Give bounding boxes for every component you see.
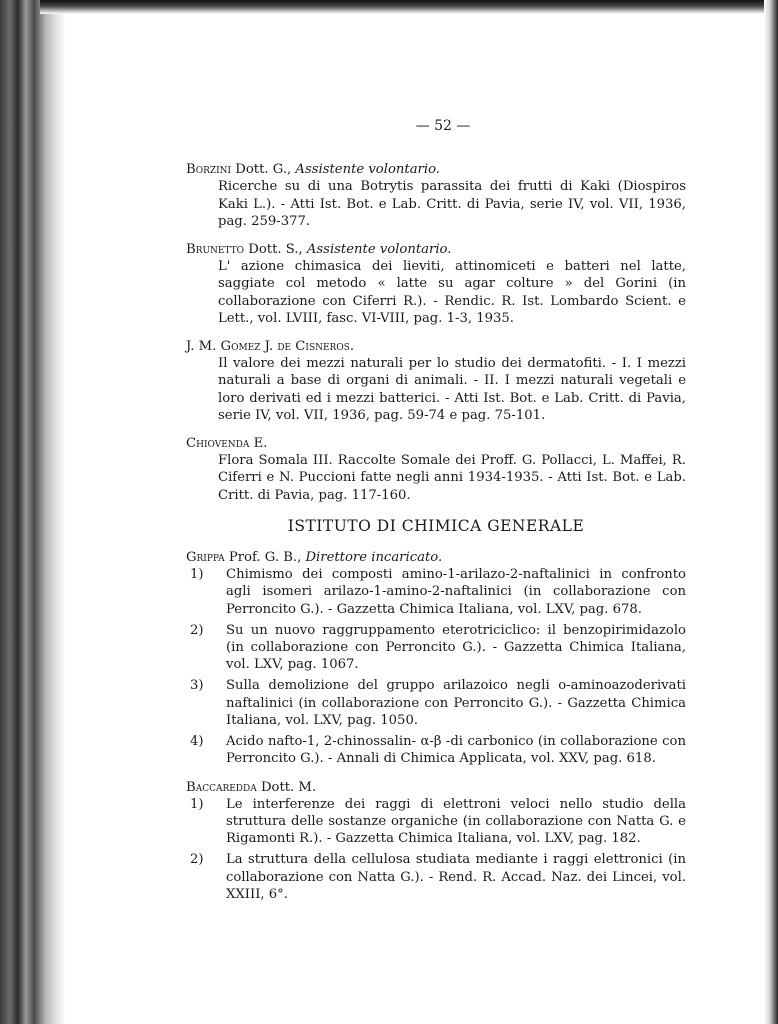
list-item: [186, 796, 686, 848]
author-title: E.: [249, 436, 268, 452]
publication: Ricerche su di una Botrytis parassita dei frutti di Kaki (Diospiros Kaki L.). - Atti Ist. Bot. e Lab. Critt. di Pavia, serie IV, vol. VII, 1936, pag. 259-377.: [218, 179, 686, 229]
item-text: Sulla demolizione del gruppo arilazoico negli o-aminoazoderivati naftalinici (in collaborazione con Perroncito G.). - Gazzetta Chimica Italiana, vol. LXV, pag. 1050.: [226, 678, 686, 728]
section-title: ISTITUTO DI CHIMICA GENERALE: [287, 516, 585, 535]
item-number: 4): [190, 734, 204, 750]
list-item: [186, 566, 686, 618]
author-entry-chiovenda: [186, 435, 686, 504]
author-name: Borzini: [186, 162, 232, 178]
item-text: Chimismo dei composti amino-1-arilazo-2-naftalinici in confronto agli isomeri arilazo-1-amino-2-naftalinici (in collaborazione con Perroncito G.). - Gazzetta Chimica Italiana, vol. LXV, pag. 678.: [226, 567, 686, 617]
document-page: [186, 118, 686, 914]
list-item: [186, 733, 686, 767]
publication: Il valore dei mezzi naturali per lo studio dei dermatofiti. - I. I mezzi naturali a base di organi di animali. - II. I mezzi naturali vegetali e loro derivati ed i mezzi batterici. - Atti Ist. Bot. e Lab. Critt. di Pavia, serie IV, vol. VII, 1936, pag. 59-74 e pag. 75-101.: [218, 356, 686, 423]
author-line: [186, 241, 686, 258]
author-entry-baccaredda: [186, 779, 686, 903]
author-line: [186, 779, 686, 796]
list-item: [186, 677, 686, 729]
item-number: 1): [190, 796, 204, 812]
item-text: Su un nuovo raggruppamento eterotriciclico: il benzopirimidazolo (in collaborazione con Perroncito G.). - Gazzetta Chimica Italiana, vol. LXV, pag. 1067.: [226, 622, 686, 673]
author-role: Assistente volontario.: [306, 242, 452, 258]
author-entry-borzini: [186, 161, 686, 230]
item-number: 1): [190, 567, 204, 583]
author-title: Dott. G.,: [231, 162, 296, 178]
author-entry-gomez: [186, 338, 686, 424]
author-title: Prof. G. B.,: [224, 550, 306, 566]
author-name: J. M. Gomez J. de Cisneros.: [186, 339, 355, 355]
item-text: La struttura della cellulosa studiata mediante i raggi elettronici (in collaborazione con Natta G.). - Rend. R. Accad. Naz. dei Lincei, vol. XXIII, 6°.: [226, 852, 686, 902]
author-name: Baccaredda: [186, 779, 257, 795]
author-line: [186, 435, 686, 452]
scan-top-edge: [40, 0, 778, 14]
publication: L' azione chimasica dei lieviti, attinomiceti e batteri nel latte, saggiate col metodo « latte su agar colture » del Gorini (in collaborazione con Ciferri R.). - Rendic. R. Ist. Lombardo Scient. e Lett., vol. LVIII, fasc. VI-VIII, pag. 1-3, 1935.: [218, 259, 686, 326]
publication: Flora Somala III. Raccolte Somale dei Proff. G. Pollacci, L. Maffei, R. Ciferri e N. Puccioni fatte negli anni 1934-1935. - Atti Ist. Bot. e Lab. Critt. di Pavia, pag. 117-160.: [218, 453, 686, 503]
author-title: Dott. M.: [256, 779, 317, 795]
list-item: [186, 622, 686, 674]
item-number: 2): [190, 852, 204, 868]
page-number: — 52 —: [415, 118, 471, 134]
item-text: Le interferenze dei raggi di elettroni veloci nello studio della struttura delle sostanze organiche (in collaborazione con Natta G. e Rigamonti R.). - Gazzetta Chimica Italiana, vol. LXV, pag. 182.: [226, 796, 686, 847]
author-entry-brunetto: [186, 241, 686, 327]
item-text: Acido nafto-1, 2-chinossalin- α-β -di carbonico (in collaborazione con Perroncito G.). - Annali di Chimica Applicata, vol. XXV, pag. 618.: [226, 734, 686, 767]
author-name: Brunetto: [186, 242, 245, 258]
author-role: Direttore incaricato.: [305, 550, 443, 566]
author-name: Chiovenda: [186, 436, 250, 452]
author-line: [186, 161, 686, 178]
author-line: [186, 549, 686, 566]
author-title: Dott. S.,: [244, 242, 307, 258]
author-name: Grippa: [186, 550, 225, 566]
book-binding-edge: [0, 0, 66, 1024]
item-number: 2): [190, 622, 204, 638]
list-item: [186, 851, 686, 903]
item-number: 3): [190, 678, 204, 694]
author-entry-grippa: [186, 549, 686, 767]
author-line: [186, 338, 686, 355]
scan-right-edge: [764, 0, 778, 1024]
author-role: Assistente volontario.: [295, 162, 440, 178]
